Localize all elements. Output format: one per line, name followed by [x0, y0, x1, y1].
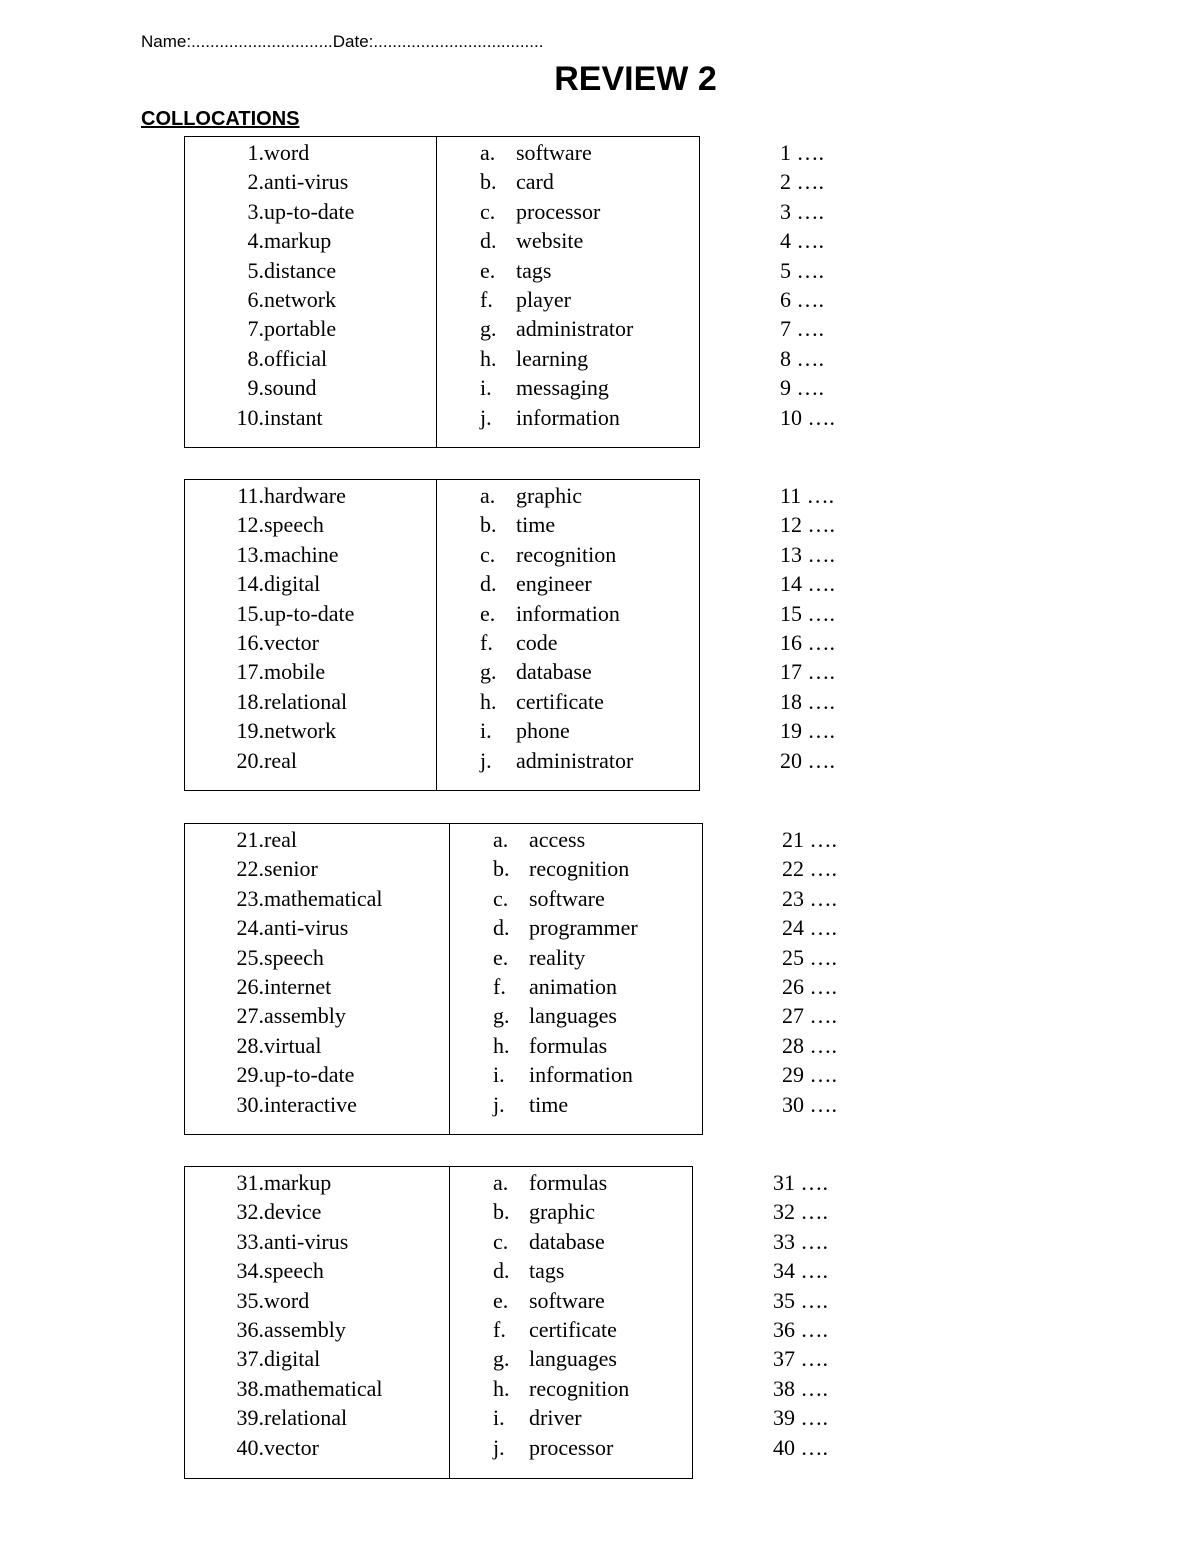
- left-item-number: 20.: [236, 747, 264, 773]
- right-item-letter: c.: [480, 541, 496, 567]
- answer-blank[interactable]: 4 ….: [780, 228, 824, 254]
- left-item-number: 24.: [236, 915, 264, 941]
- left-item-word: distance: [264, 257, 337, 283]
- right-item-letter: c.: [493, 1228, 509, 1254]
- right-item-word: software: [529, 885, 605, 911]
- left-item-number: 10.: [236, 404, 264, 430]
- right-item-letter: j.: [480, 747, 492, 773]
- right-item-word: card: [516, 169, 554, 195]
- answer-blank[interactable]: 23 ….: [782, 885, 837, 911]
- left-item-word: relational: [264, 1405, 348, 1431]
- left-item-word: word: [264, 140, 310, 165]
- answer-blank[interactable]: 26 ….: [782, 974, 837, 999]
- answer-blank[interactable]: 17 ….: [780, 659, 835, 685]
- left-item-word: markup: [264, 228, 332, 254]
- right-item-word: time: [516, 512, 556, 538]
- left-item-word: speech: [264, 1258, 324, 1284]
- answer-blank[interactable]: 18 ….: [780, 688, 835, 714]
- left-item-number: 1.: [247, 140, 264, 165]
- left-item-word: word: [264, 1287, 310, 1313]
- right-item-word: languages: [529, 1003, 617, 1029]
- left-item-word: up-to-date: [264, 1062, 355, 1088]
- table-divider: [449, 1167, 450, 1478]
- right-item-letter: h.: [480, 345, 497, 371]
- left-item-number: 3.: [247, 198, 264, 224]
- answer-blank[interactable]: 19 ….: [780, 718, 835, 744]
- right-item-word: engineer: [516, 571, 592, 597]
- left-item-word: real: [264, 747, 297, 773]
- left-item-word: mathematical: [264, 1375, 383, 1401]
- left-item-word: device: [264, 1199, 322, 1225]
- right-item-letter: g.: [493, 1003, 510, 1029]
- left-item-word: internet: [264, 974, 332, 999]
- right-item-word: database: [529, 1228, 605, 1254]
- right-item-letter: a.: [480, 483, 496, 508]
- right-item-letter: e.: [480, 257, 496, 283]
- left-item-number: 35.: [236, 1287, 264, 1313]
- table-divider: [449, 824, 450, 1134]
- left-item-number: 14.: [236, 571, 264, 597]
- table-divider: [436, 480, 437, 790]
- left-item-word: speech: [264, 944, 324, 970]
- answer-blank[interactable]: 37 ….: [773, 1346, 828, 1372]
- answer-blank[interactable]: 1 ….: [780, 140, 824, 165]
- left-item-word: anti-virus: [264, 169, 349, 195]
- right-item-word: recognition: [516, 541, 617, 567]
- right-item-letter: i.: [493, 1405, 505, 1431]
- answer-blank[interactable]: 6 ….: [780, 287, 824, 312]
- right-item-letter: i.: [493, 1062, 505, 1088]
- right-item-letter: j.: [480, 404, 492, 430]
- right-item-letter: g.: [493, 1346, 510, 1372]
- left-item-word: up-to-date: [264, 198, 355, 224]
- answer-blank[interactable]: 28 ….: [782, 1032, 837, 1058]
- right-item-word: player: [516, 287, 571, 312]
- left-item-word: instant: [264, 404, 323, 430]
- answer-blank[interactable]: 14 ….: [780, 571, 835, 597]
- left-item-word: mobile: [264, 659, 326, 685]
- left-item-word: official: [264, 345, 328, 371]
- answer-blank[interactable]: 7 ….: [780, 316, 824, 342]
- right-item-letter: g.: [480, 316, 497, 342]
- left-item-number: 38.: [236, 1375, 264, 1401]
- answer-blank[interactable]: 5 ….: [780, 257, 824, 283]
- left-item-number: 2.: [247, 169, 264, 195]
- left-item-word: hardware: [264, 483, 346, 508]
- right-item-letter: d.: [493, 915, 510, 941]
- left-item-word: machine: [264, 541, 339, 567]
- left-item-number: 6.: [247, 287, 264, 312]
- left-item-word: anti-virus: [264, 1228, 349, 1254]
- left-item-number: 36.: [236, 1317, 264, 1342]
- left-item-number: 18.: [236, 688, 264, 714]
- right-item-word: reality: [529, 944, 586, 970]
- left-item-number: 32.: [236, 1199, 264, 1225]
- left-item-number: 7.: [247, 316, 264, 342]
- right-item-letter: f.: [480, 287, 493, 312]
- right-item-word: certificate: [516, 688, 604, 714]
- right-item-letter: f.: [493, 1317, 506, 1342]
- right-item-letter: c.: [480, 198, 496, 224]
- right-item-letter: b.: [493, 856, 510, 882]
- left-item-number: 26.: [236, 974, 264, 999]
- left-item-word: vector: [264, 1434, 319, 1460]
- left-item-number: 30.: [236, 1091, 264, 1117]
- right-item-letter: a.: [480, 140, 496, 165]
- left-item-word: network: [264, 718, 337, 744]
- left-item-word: relational: [264, 688, 348, 714]
- answer-blank[interactable]: 27 ….: [782, 1003, 837, 1029]
- section-heading: COLLOCATIONS: [141, 108, 300, 130]
- right-item-word: code: [516, 630, 558, 655]
- right-item-letter: e.: [493, 1287, 509, 1313]
- answer-blank[interactable]: 15 ….: [780, 600, 835, 626]
- answer-blank[interactable]: 22 ….: [782, 856, 837, 882]
- right-item-letter: h.: [480, 688, 497, 714]
- answer-blank[interactable]: 40 ….: [773, 1434, 828, 1460]
- right-item-word: time: [529, 1091, 569, 1117]
- right-item-letter: d.: [480, 571, 497, 597]
- answer-blank[interactable]: 21 ….: [782, 827, 837, 852]
- right-item-word: administrator: [516, 747, 634, 773]
- right-item-word: software: [516, 140, 592, 165]
- right-item-word: programmer: [529, 915, 638, 941]
- right-item-word: driver: [529, 1405, 582, 1431]
- answer-blank[interactable]: 9 ….: [780, 375, 824, 401]
- right-item-letter: b.: [480, 169, 497, 195]
- left-item-word: interactive: [264, 1091, 357, 1117]
- right-item-word: recognition: [529, 856, 630, 882]
- answer-blank[interactable]: 34 ….: [773, 1258, 828, 1284]
- answer-blank[interactable]: 3 ….: [780, 198, 824, 224]
- left-item-number: 27.: [236, 1003, 264, 1029]
- left-item-number: 9.: [247, 375, 264, 401]
- answer-blank[interactable]: 11 ….: [780, 483, 835, 508]
- right-item-letter: f.: [493, 974, 506, 999]
- right-item-word: messaging: [516, 375, 609, 401]
- left-item-word: digital: [264, 1346, 321, 1372]
- right-item-letter: d.: [493, 1258, 510, 1284]
- answer-blank[interactable]: 39 ….: [773, 1405, 828, 1431]
- left-item-number: 25.: [236, 944, 264, 970]
- answer-blank[interactable]: 38 ….: [773, 1375, 828, 1401]
- answer-blank[interactable]: 10 ….: [780, 404, 835, 430]
- left-item-word: assembly: [264, 1003, 346, 1029]
- left-item-number: 16.: [236, 630, 264, 655]
- name-date-line: Name:..............................Date:....................................: [141, 32, 544, 51]
- right-item-letter: g.: [480, 659, 497, 685]
- left-item-number: 8.: [247, 345, 264, 371]
- left-item-word: sound: [264, 375, 317, 401]
- right-item-letter: a.: [493, 1170, 509, 1195]
- left-item-number: 31.: [236, 1170, 264, 1195]
- right-item-word: formulas: [529, 1032, 608, 1058]
- right-item-word: graphic: [516, 483, 582, 508]
- left-item-word: real: [264, 827, 297, 852]
- right-item-word: learning: [516, 345, 589, 371]
- right-item-word: information: [516, 404, 620, 430]
- right-item-word: recognition: [529, 1375, 630, 1401]
- answer-blank[interactable]: 8 ….: [780, 345, 824, 371]
- left-item-word: mathematical: [264, 885, 383, 911]
- right-item-word: database: [516, 659, 592, 685]
- right-item-letter: h.: [493, 1375, 510, 1401]
- left-item-word: markup: [264, 1170, 332, 1195]
- right-item-letter: j.: [493, 1434, 505, 1460]
- left-item-word: portable: [264, 316, 337, 342]
- left-item-word: speech: [264, 512, 324, 538]
- right-item-word: languages: [529, 1346, 617, 1372]
- answer-blank[interactable]: 35 ….: [773, 1287, 828, 1313]
- left-item-word: vector: [264, 630, 319, 655]
- right-item-word: information: [529, 1062, 633, 1088]
- left-item-word: anti-virus: [264, 915, 349, 941]
- left-item-number: 21.: [236, 827, 264, 852]
- answer-blank[interactable]: 20 ….: [780, 747, 835, 773]
- left-item-word: senior: [264, 856, 318, 882]
- left-item-number: 23.: [236, 885, 264, 911]
- left-item-word: assembly: [264, 1317, 346, 1342]
- right-item-word: formulas: [529, 1170, 608, 1195]
- left-item-number: 29.: [236, 1062, 264, 1088]
- right-item-word: software: [529, 1287, 605, 1313]
- answer-blank[interactable]: 31 ….: [773, 1170, 828, 1195]
- right-item-word: tags: [529, 1258, 565, 1284]
- left-item-word: digital: [264, 571, 321, 597]
- answer-blank[interactable]: 25 ….: [782, 944, 837, 970]
- left-item-number: 33.: [236, 1228, 264, 1254]
- right-item-letter: e.: [480, 600, 496, 626]
- answer-blank[interactable]: 30 ….: [782, 1091, 837, 1117]
- right-item-letter: a.: [493, 827, 509, 852]
- left-item-number: 28.: [236, 1032, 264, 1058]
- answer-blank[interactable]: 2 ….: [780, 169, 824, 195]
- answer-blank[interactable]: 12 ….: [780, 512, 835, 538]
- right-item-letter: i.: [480, 718, 492, 744]
- left-item-number: 22.: [236, 856, 264, 882]
- right-item-letter: f.: [480, 630, 493, 655]
- left-item-number: 11.: [237, 483, 264, 508]
- right-item-word: animation: [529, 974, 617, 999]
- left-item-number: 4.: [247, 228, 264, 254]
- answer-blank[interactable]: 29 ….: [782, 1062, 837, 1088]
- right-item-word: access: [529, 827, 586, 852]
- left-item-number: 12.: [236, 512, 264, 538]
- table-divider: [436, 137, 437, 447]
- right-item-word: tags: [516, 257, 552, 283]
- answer-blank[interactable]: 16 ….: [780, 630, 835, 655]
- left-item-number: 39.: [236, 1405, 264, 1431]
- right-item-letter: b.: [493, 1199, 510, 1225]
- left-item-number: 19.: [236, 718, 264, 744]
- left-item-number: 5.: [247, 257, 264, 283]
- right-item-word: administrator: [516, 316, 634, 342]
- right-item-word: certificate: [529, 1317, 617, 1342]
- right-item-letter: i.: [480, 375, 492, 401]
- left-item-number: 15.: [236, 600, 264, 626]
- answer-blank[interactable]: 33 ….: [773, 1228, 828, 1254]
- right-item-letter: h.: [493, 1032, 510, 1058]
- right-item-letter: j.: [493, 1091, 505, 1117]
- right-item-letter: c.: [493, 885, 509, 911]
- left-item-number: 40.: [236, 1434, 264, 1460]
- left-item-word: virtual: [264, 1032, 322, 1058]
- right-item-word: graphic: [529, 1199, 595, 1225]
- left-item-number: 17.: [236, 659, 264, 685]
- right-item-word: processor: [516, 198, 601, 224]
- left-item-number: 34.: [236, 1258, 264, 1284]
- right-item-word: processor: [529, 1434, 614, 1460]
- right-item-letter: b.: [480, 512, 497, 538]
- right-item-word: information: [516, 600, 620, 626]
- page-title: REVIEW 2: [554, 60, 717, 98]
- right-item-word: phone: [516, 718, 570, 744]
- answer-blank[interactable]: 24 ….: [782, 915, 837, 941]
- left-item-word: up-to-date: [264, 600, 355, 626]
- right-item-letter: e.: [493, 944, 509, 970]
- answer-blank[interactable]: 32 ….: [773, 1199, 828, 1225]
- left-item-number: 37.: [236, 1346, 264, 1372]
- answer-blank[interactable]: 13 ….: [780, 541, 835, 567]
- right-item-word: website: [516, 228, 584, 254]
- right-item-letter: d.: [480, 228, 497, 254]
- left-item-number: 13.: [236, 541, 264, 567]
- left-item-word: network: [264, 287, 337, 312]
- answer-blank[interactable]: 36 ….: [773, 1317, 828, 1342]
